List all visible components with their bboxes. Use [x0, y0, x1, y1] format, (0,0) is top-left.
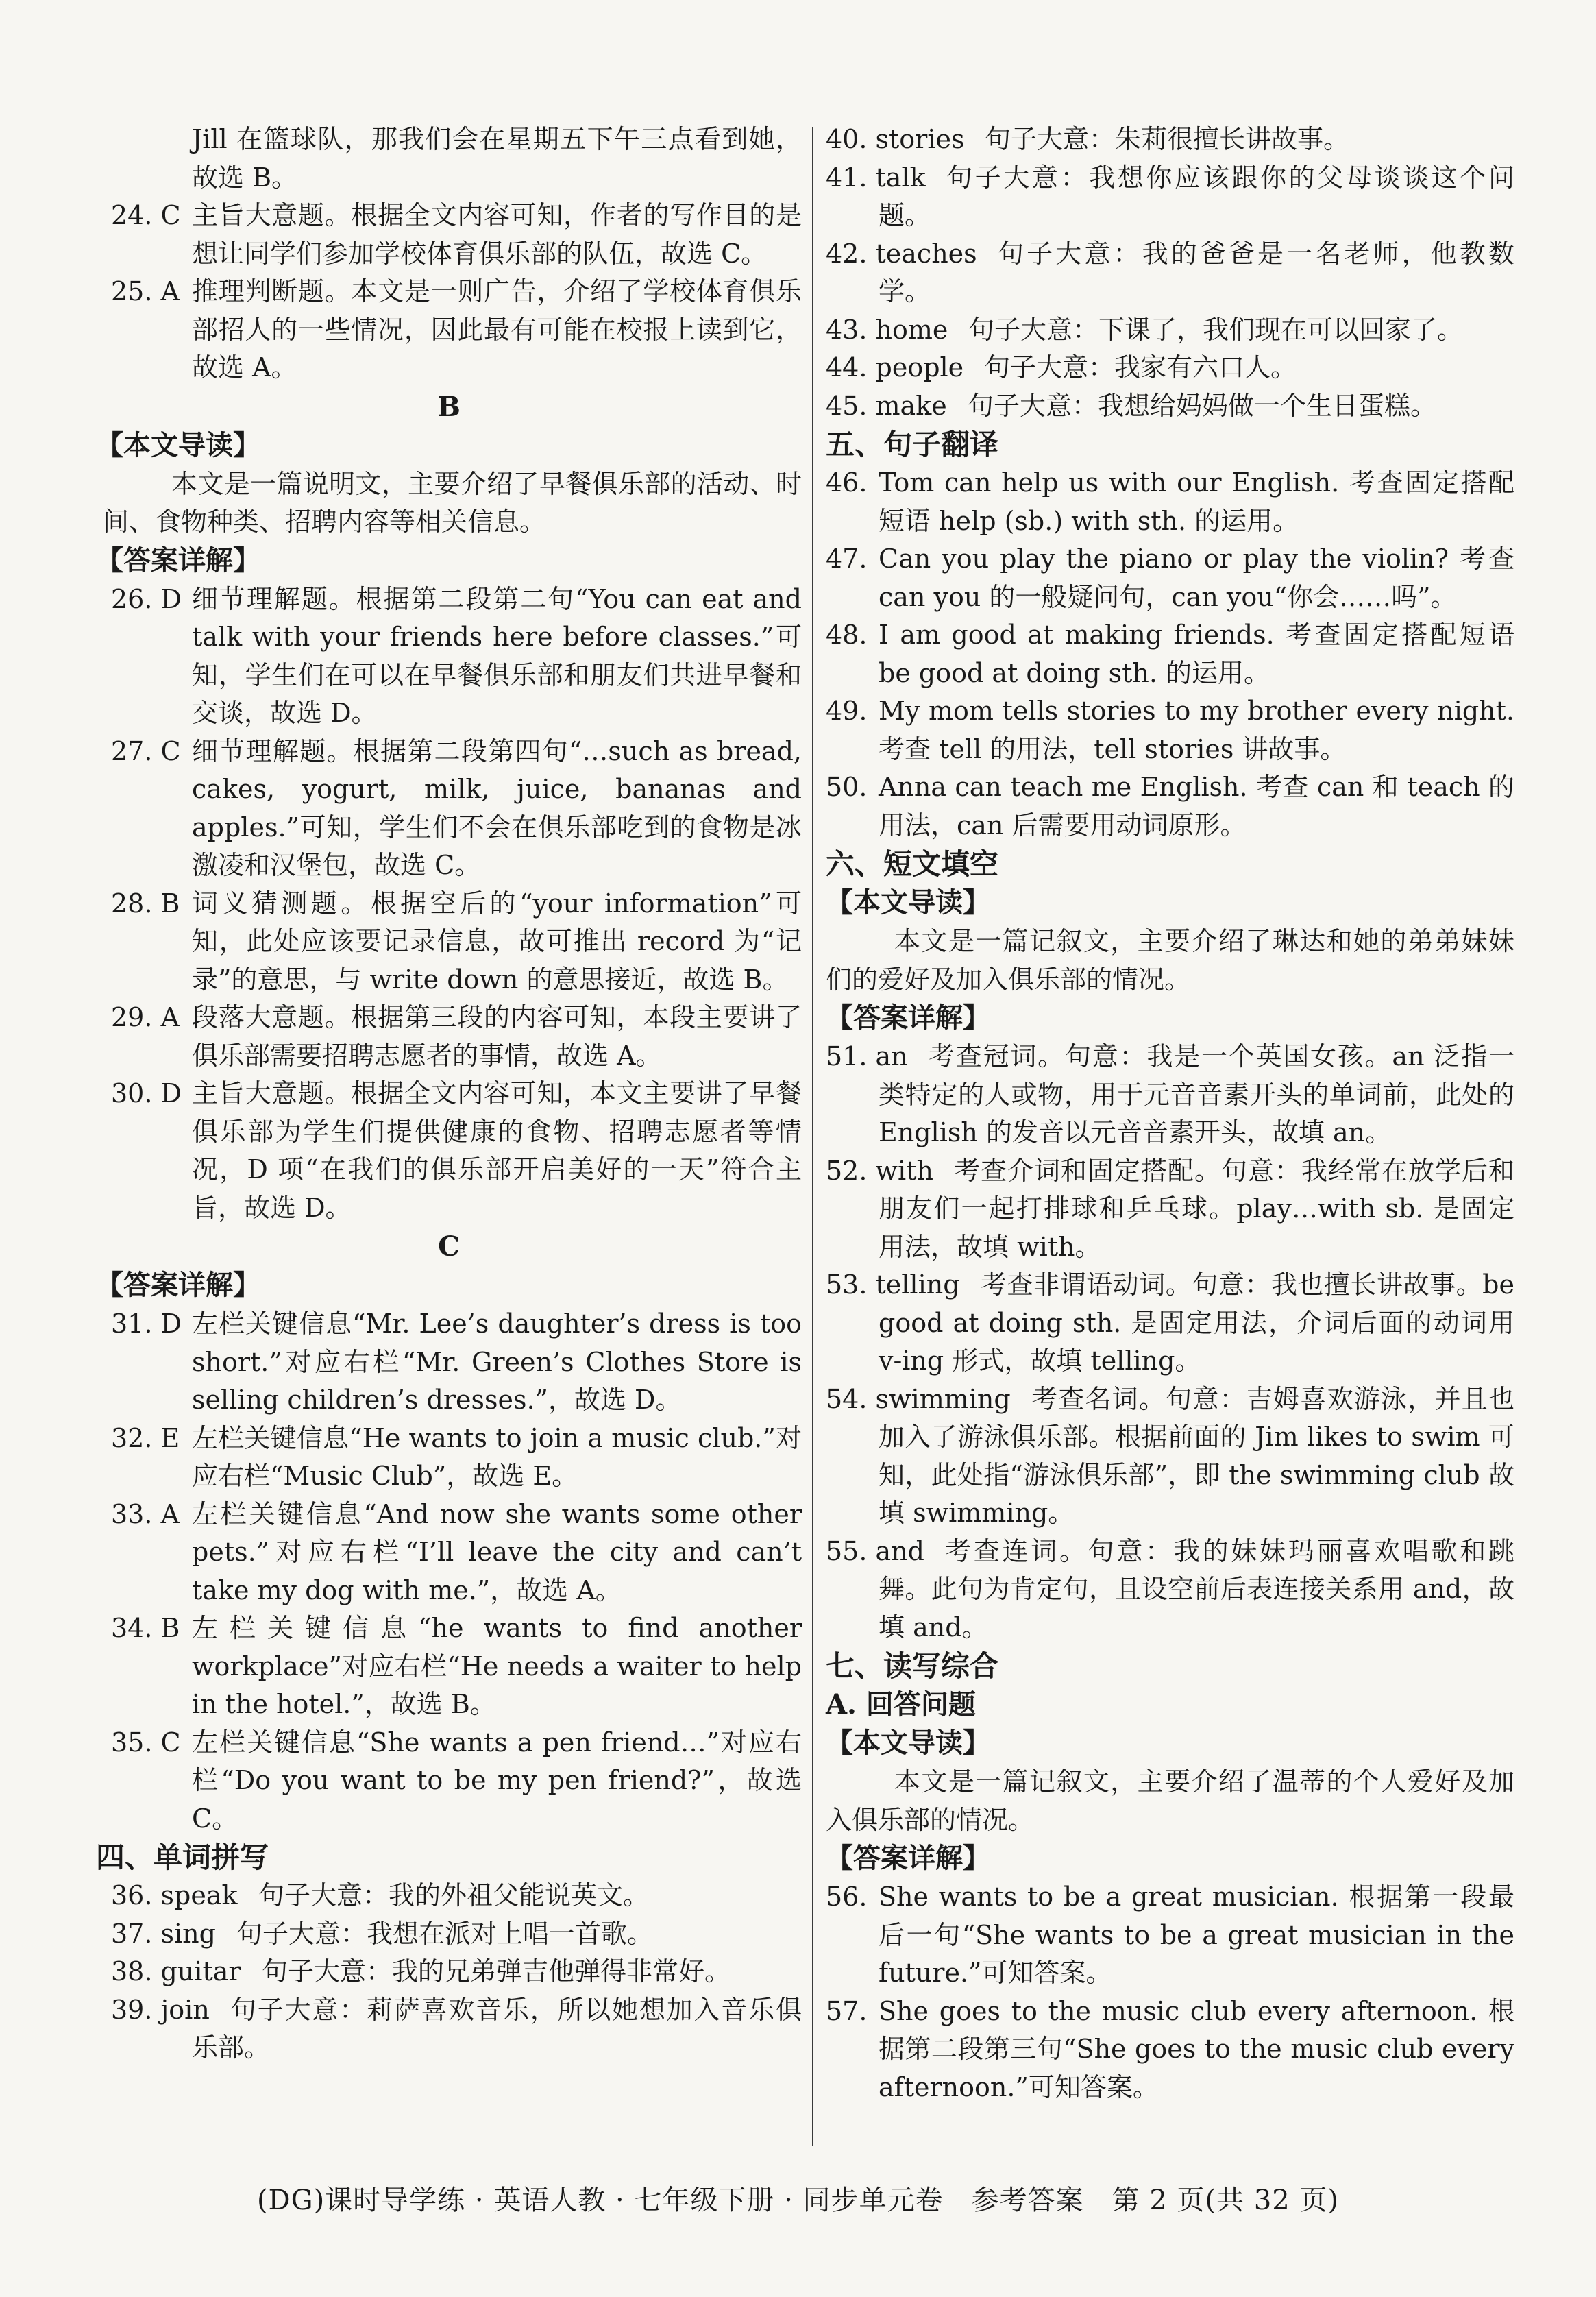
answer-item — [96, 1953, 802, 1991]
answer-number: 34. B — [111, 1613, 180, 1643]
detail-tag: 【答案详解】 — [96, 544, 260, 576]
answer-text: 主旨大意题。根据全文内容可知，本文主要讲了早餐俱乐部为学生们提供健康的食物、招聘志愿者等情况，D 项“在我们的俱乐部开启美好的一天”符合主旨，故选 D。 — [192, 1078, 802, 1223]
answer-text: 左栏关键信息“he wants to find another workplace”对应右栏“He needs a waiter to help in the hotel.”，故选 B。 — [192, 1613, 802, 1719]
column-divider — [812, 127, 813, 2146]
answer-text: 句子大意：下课了，我们现在可以回家了。 — [968, 314, 1464, 345]
answer-text: Anna can teach me English. 考查 can 和 teach 的用法，can 后需要用动词原形。 — [879, 772, 1514, 840]
answer-number: 26. D — [111, 583, 182, 614]
answer-item — [96, 273, 802, 387]
answer-item — [826, 311, 1514, 350]
answer-number: 31. D — [111, 1309, 182, 1339]
left-column — [96, 121, 802, 2067]
answer-item — [826, 387, 1514, 426]
answer-number: 33. A — [111, 1498, 180, 1529]
answer-item — [96, 581, 802, 733]
answer-text: My mom tells stories to my brother every night. 考查 tell 的用法，tell stories 讲故事。 — [879, 696, 1514, 764]
answer-item — [826, 692, 1514, 768]
answer-number: 55. and — [826, 1535, 924, 1566]
answer-item — [826, 1038, 1514, 1152]
intro-tag: 【本文导读】 — [826, 1727, 990, 1759]
answer-number: 25. A — [111, 276, 180, 306]
answer-item — [96, 1075, 802, 1227]
answer-text: Can you play the piano or play the violin? 考查 can you 的一般疑问句，can you“你会……吗”。 — [879, 544, 1514, 612]
answer-number: 32. E — [111, 1422, 180, 1453]
answer-number: 40. stories — [826, 124, 965, 154]
answer-number: 54. swimming — [826, 1383, 1011, 1414]
answer-number: 24. C — [111, 200, 181, 230]
answer-number: 52. with — [826, 1155, 933, 1186]
answer-item — [96, 733, 802, 885]
answer-item — [826, 349, 1514, 387]
answer-number: 35. C — [111, 1727, 181, 1758]
answer-number: 41. talk — [826, 162, 926, 193]
detail-tag: 【答案详解】 — [96, 1269, 260, 1301]
answer-text: 句子大意：朱莉很擅长讲故事。 — [985, 124, 1350, 154]
answer-number: 44. people — [826, 352, 964, 382]
answer-text: She goes to the music club every afternoon. 根据第二段第三句“She goes to the music club every afternoon.”可知答案。 — [879, 1995, 1514, 2102]
answer-text: 考查冠词。句意：我是一个英国女孩。an 泛指一类特定的人或物，用于元音音素开头的单词前，此处的 English 的发音以元音音素开头，故填 an。 — [879, 1041, 1514, 1147]
answer-number: 39. join — [111, 1994, 210, 2025]
answer-text: 考查连词。句意：我的妹妹玛丽喜欢唱歌和跳舞。此句为肯定句，且设空前后表连接关系用 and，故填 and。 — [879, 1535, 1514, 1642]
answer-text: 句子大意：我的爸爸是一名老师，他教数学。 — [879, 238, 1514, 306]
answer-text: I am good at making friends. 考查固定搭配短语 be good at doing sth. 的运用。 — [879, 620, 1514, 688]
answer-item — [826, 768, 1514, 844]
answer-number: 56. — [826, 1882, 868, 1912]
answer-text: 句子大意：我的外祖父能说英文。 — [258, 1880, 650, 1910]
answer-item — [96, 999, 802, 1075]
answer-text: 左栏关键信息“He wants to join a music club.”对应右栏“Music Club”，故选 E。 — [192, 1422, 802, 1491]
answer-item — [96, 1915, 802, 1954]
answer-item — [96, 1420, 802, 1496]
section-heading: 四、单词拼写 — [96, 1840, 269, 1874]
answer-item — [826, 1533, 1514, 1647]
answer-item — [96, 1991, 802, 2067]
answer-number: 47. — [826, 544, 868, 574]
answer-item — [96, 121, 802, 197]
intro-text: 本文是一篇记叙文，主要介绍了琳达和她的弟弟妹妹们的爱好及加入俱乐部的情况。 — [826, 926, 1514, 995]
answer-item — [826, 235, 1514, 311]
answer-item — [826, 1266, 1514, 1381]
answer-number: 45. make — [826, 390, 947, 421]
answer-text: 考查非谓语动词。句意：我也擅长讲故事。be good at doing sth. 是固定用法，介词后面的动词用 v-ing 形式，故填 telling。 — [879, 1269, 1514, 1376]
answer-number: 37. sing — [111, 1918, 216, 1949]
answer-item — [96, 1877, 802, 1915]
answer-item — [826, 1878, 1514, 1993]
section-label-b: B — [437, 390, 461, 423]
answer-item — [96, 1609, 802, 1724]
section-heading: 五、句子翻译 — [826, 428, 999, 461]
page-footer: (DG)课时导学练 · 英语人教 · 七年级下册 · 同步单元卷 参考答案 第 2 页(共 32 页) — [256, 2185, 1340, 2216]
answer-item — [826, 1152, 1514, 1267]
sub-heading: A. 回答问题 — [826, 1688, 976, 1721]
answer-number: 57. — [826, 1995, 868, 2026]
answer-text: Tom can help us with our English. 考查固定搭配短语 help (sb.) with sth. 的运用。 — [879, 467, 1514, 536]
answer-number: 42. teaches — [826, 238, 977, 269]
answer-item — [96, 1305, 802, 1420]
right-column — [826, 121, 1514, 2106]
answer-text: She wants to be a great musician. 根据第一段最后一句“She wants to be a great musician in the future.”可知答案。 — [879, 1882, 1514, 1988]
answer-item — [826, 121, 1514, 159]
answer-item — [826, 1381, 1514, 1533]
detail-tag: 【答案详解】 — [826, 1002, 990, 1034]
answer-number: 46. — [826, 467, 868, 498]
answer-text: 细节理解题。根据第二段第四句“…such as bread, cakes, yogurt, milk, juice, bananas and apples.”可知，学生们不会在俱乐部吃到的食物是冰激凌和汉堡包，故选 C。 — [192, 736, 802, 880]
answer-text: 左栏关键信息“Mr. Lee’s daughter’s dress is too short.”对应右栏“Mr. Green’s Clothes Store is selling children’s dresses.”，故选 D。 — [192, 1309, 802, 1415]
answer-text: 词义猜测题。根据空后的“your information”可知，此处应该要记录信息，故可推出 record 为“记录”的意思，与 write down 的意思接近，故选 B。 — [192, 888, 802, 995]
answer-text: 句子大意：我想给妈妈做一个生日蛋糕。 — [968, 390, 1437, 421]
answer-text: 考查名词。句意：吉姆喜欢游泳，并且也加入了游泳俱乐部。根据前面的 Jim likes to swim 可知，此处指“游泳俱乐部”，即 the swimming club 故填 swimming。 — [879, 1383, 1514, 1528]
answer-text: 句子大意：我家有六口人。 — [984, 352, 1297, 382]
answer-number: 38. guitar — [111, 1956, 241, 1986]
answer-item — [96, 1496, 802, 1610]
answer-item — [96, 197, 802, 273]
section-label-c: C — [438, 1230, 460, 1263]
answer-text: 左栏关键信息“And now she wants some other pets.”对应右栏“I’ll leave the city and can’t take my dog with me.”，故选 A。 — [192, 1498, 802, 1605]
answer-item — [96, 1724, 802, 1838]
answer-item — [826, 1993, 1514, 2107]
answer-item — [826, 159, 1514, 235]
answer-number: 36. speak — [111, 1880, 238, 1910]
answer-number: 53. telling — [826, 1269, 960, 1300]
answer-number: 43. home — [826, 314, 948, 345]
answer-text: 句子大意：我的兄弟弹吉他弹得非常好。 — [262, 1956, 731, 1986]
answer-number: 30. D — [111, 1078, 182, 1108]
answer-number: 49. — [826, 696, 868, 726]
answer-text: 段落大意题。根据第三段的内容可知，本段主要讲了俱乐部需要招聘志愿者的事情，故选 A。 — [192, 1002, 802, 1071]
answer-text: 主旨大意题。根据全文内容可知，作者的写作目的是想让同学们参加学校体育俱乐部的队伍，故选 C。 — [192, 200, 802, 269]
intro-tag: 【本文导读】 — [826, 887, 990, 919]
intro-text: 本文是一篇记叙文，主要介绍了温蒂的个人爱好及加入俱乐部的情况。 — [826, 1766, 1514, 1835]
detail-tag: 【答案详解】 — [826, 1843, 990, 1874]
answer-number: 48. — [826, 620, 868, 650]
section-heading: 七、读写综合 — [826, 1649, 999, 1683]
answer-text: 细节理解题。根据第二段第二句“You can eat and talk with your friends here before classes.”可知，学生们在可以在早餐俱乐部和朋友们共进早餐和交谈，故选 D。 — [192, 583, 802, 728]
answer-number: 28. B — [111, 888, 180, 919]
answer-text: 考查介词和固定搭配。句意：我经常在放学后和朋友们一起打排球和乒乓球。play…with sb. 是固定用法，故填 with。 — [879, 1155, 1514, 1262]
answer-item — [826, 464, 1514, 540]
answer-item — [96, 885, 802, 999]
intro-tag: 【本文导读】 — [96, 429, 260, 461]
answer-item — [826, 616, 1514, 692]
answer-text: 推理判断题。本文是一则广告，介绍了学校体育俱乐部招人的一些情况，因此最有可能在校报上读到它，故选 A。 — [192, 276, 802, 382]
answer-item — [826, 540, 1514, 616]
answer-text: Jill 在篮球队，那我们会在星期五下午三点看到她，故选 B。 — [192, 124, 802, 193]
answer-number: 50. — [826, 772, 868, 802]
answer-number: 51. an — [826, 1041, 908, 1071]
section-heading: 六、短文填空 — [826, 847, 999, 881]
intro-text: 本文是一篇说明文，主要介绍了早餐俱乐部的活动、时间、食物种类、招聘内容等相关信息。 — [103, 468, 802, 537]
answer-number: 27. C — [111, 736, 181, 766]
answer-text: 左栏关键信息“She wants a pen friend…”对应右栏“Do you want to be my pen friend?”，故选 C。 — [192, 1727, 802, 1834]
answer-text: 句子大意：我想在派对上唱一首歌。 — [236, 1918, 654, 1949]
answer-number: 29. A — [111, 1002, 180, 1032]
answer-text: 句子大意：莉萨喜欢音乐，所以她想加入音乐俱乐部。 — [192, 1994, 802, 2063]
answer-text: 句子大意：我想你应该跟你的父母谈谈这个问题。 — [879, 162, 1514, 230]
